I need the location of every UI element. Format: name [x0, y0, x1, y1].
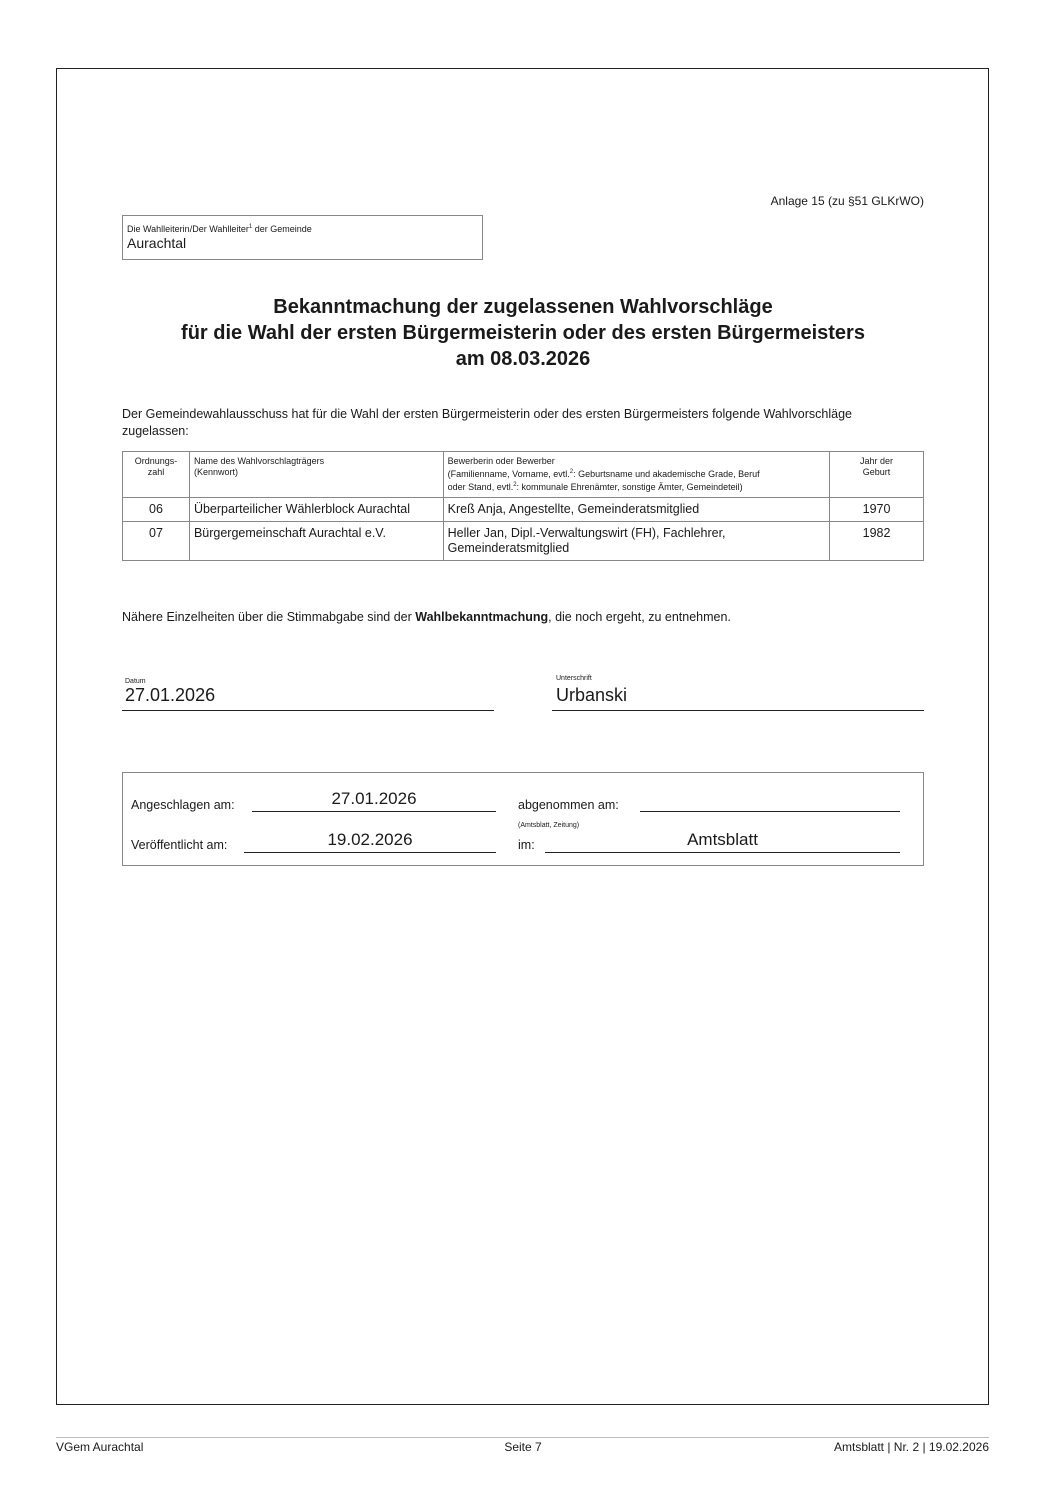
candidates-table	[122, 451, 924, 561]
cell-traeger: Überparteilicher Wählerblock Aurachtal	[189, 498, 443, 522]
cell-bewerber: Heller Jan, Dipl.-Verwaltungswirt (FH), Fachlehrer, Gemeinderatsmitglied	[443, 522, 829, 561]
footer-left: VGem Aurachtal	[56, 1440, 144, 1454]
cell-nr: 06	[123, 498, 190, 522]
election-officer-label: Die Wahlleiterin/Der Wahlleiter$^1$ der Gemeinde	[127, 224, 312, 234]
intro-text: Der Gemeindewahlausschuss hat für die Wahl der ersten Bürgermeisterin oder des ersten Bürgermeisters folgende Wahlvorschläge zugelassen:	[122, 407, 852, 438]
medium-value: Amtsblatt	[687, 830, 758, 849]
header-geburtsjahr: Jahr der Geburt	[830, 452, 924, 498]
signature-line	[552, 710, 924, 711]
cell-jahr: 1982	[830, 522, 924, 561]
table-row	[123, 522, 924, 561]
table-row	[123, 498, 924, 522]
table-header-row	[123, 452, 924, 498]
posted-label: Angeschlagen am:	[131, 798, 235, 812]
removed-label: abgenommen am:	[518, 798, 619, 812]
date-value: 27.01.2026	[125, 685, 216, 705]
posted-line	[252, 811, 496, 812]
published-date: 19.02.2026	[327, 830, 413, 849]
header-ordnungszahl: Ordnungs- zahl	[123, 452, 190, 498]
cell-jahr: 1970	[830, 498, 924, 522]
details-note: Nähere Einzelheiten über die Stimmabgabe sind der Wahlbekanntmachung, die noch ergeht, zu entnehmen.	[122, 610, 731, 624]
election-officer-box	[122, 215, 483, 260]
cell-nr: 07	[123, 522, 190, 561]
signature-label: Unterschrift	[556, 675, 592, 682]
cell-traeger: Bürgergemeinschaft Aurachtal e.V.	[189, 522, 443, 561]
published-label: Veröffentlicht am:	[131, 838, 228, 852]
cell-bewerber: Kreß Anja, Angestellte, Gemeinderatsmitglied	[443, 498, 829, 522]
footer-right: Amtsblatt | Nr. 2 | 19.02.2026	[834, 1440, 989, 1454]
removed-line	[640, 811, 900, 812]
medium-line	[545, 852, 900, 853]
published-line	[244, 852, 496, 853]
posted-date: 27.01.2026	[331, 789, 417, 808]
header-bewerber: Bewerberin oder Bewerber (Familienname, Vorname, evtl.$^2$: Geburtsname und akademische Grade, Beruf oder Stand, evtl.$^2$: kommunale Ehrenämter, sonstige Ämter, Gemeindeteil)	[443, 452, 829, 498]
municipality-name: Aurachtal	[127, 235, 187, 251]
footer-divider	[56, 1437, 989, 1438]
page-frame	[56, 68, 989, 1405]
header-traeger: Name des Wahlvorschlagträgers (Kennwort)	[189, 452, 443, 498]
in-label: im:	[518, 838, 535, 852]
footer-page-number: Seite 7	[504, 1440, 542, 1454]
attachment-reference: Anlage 15 (zu §51 GLKrWO)	[770, 194, 924, 208]
page-title: Bekanntmachung der zugelassenen Wahlvorschläge für die Wahl der ersten Bürgermeisterin oder des ersten Bürgermeisters am 08.03.2026	[181, 296, 865, 370]
signature-value: Urbanski	[556, 685, 628, 705]
date-label: Datum	[125, 678, 146, 685]
medium-hint: (Amtsblatt, Zeitung)	[518, 822, 580, 829]
date-line	[122, 710, 494, 711]
